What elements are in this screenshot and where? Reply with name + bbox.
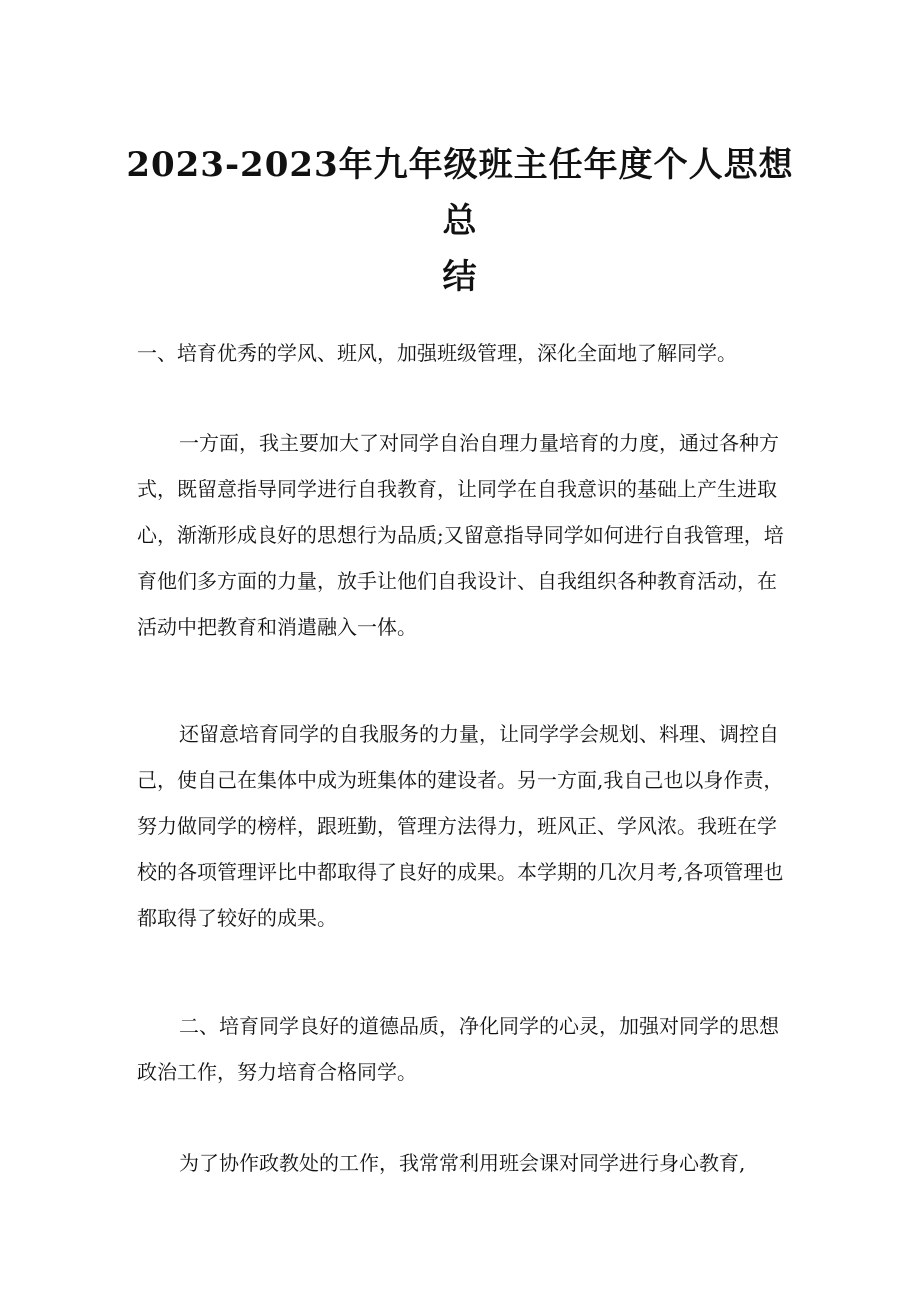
paragraph-1-line: 育他们多方面的力量，放手让他们自我设计、自我组织各种教育活动，在 bbox=[137, 569, 777, 593]
paragraph-1-line: 式，既留意指导同学进行自我教育，让同学在自我意识的基础上产生进取 bbox=[137, 477, 777, 501]
section-2-heading-line: 二、培育同学良好的道德品质，净化同学的心灵，加强对同学的思想 bbox=[179, 1014, 779, 1038]
title-line-2: 结 bbox=[442, 257, 478, 297]
paragraph-2 bbox=[137, 711, 797, 941]
title-line-1: 2023-2023年九年级班主任年度个人思想总 bbox=[126, 145, 794, 241]
paragraph-2-line: 还留意培育同学的自我服务的力量，让同学学会规划、料理、调控自 bbox=[179, 722, 779, 746]
paragraph-3-line: 为了协作政教处的工作，我常常利用班会课对同学进行身心教育, bbox=[179, 1151, 746, 1175]
paragraph-3 bbox=[137, 1140, 797, 1186]
section-2-heading bbox=[137, 1003, 797, 1095]
paragraph-2-line: 努力做同学的榜样，跟班勤，管理方法得力，班风正、学风浓。我班在学 bbox=[137, 814, 777, 838]
paragraph-2-line: 校的各项管理评比中都取得了良好的成果。本学期的几次月考,各项管理也 bbox=[137, 860, 784, 884]
section-2-heading-line: 政治工作，努力培育合格同学。 bbox=[137, 1060, 417, 1084]
paragraph-2-line: 己，使自己在集体中成为班集体的建设者。另一方面,我自己也以身作责， bbox=[137, 768, 784, 792]
section-1-heading bbox=[137, 330, 797, 376]
paragraph-1-line: 一方面，我主要加大了对同学自治自理力量培育的力度，通过各种方 bbox=[179, 431, 779, 455]
section-1-heading-text: 一、培育优秀的学风、班风，加强班级管理，深化全面地了解同学。 bbox=[137, 341, 737, 365]
document-title bbox=[120, 137, 800, 305]
paragraph-1 bbox=[137, 420, 797, 650]
paragraph-1-line: 活动中把教育和消遣融入一体。 bbox=[137, 615, 417, 639]
paragraph-2-line: 都取得了较好的成果。 bbox=[137, 906, 337, 930]
paragraph-1-line: 心，渐渐形成良好的思想行为品质;又留意指导同学如何进行自我管理，培 bbox=[137, 523, 784, 547]
